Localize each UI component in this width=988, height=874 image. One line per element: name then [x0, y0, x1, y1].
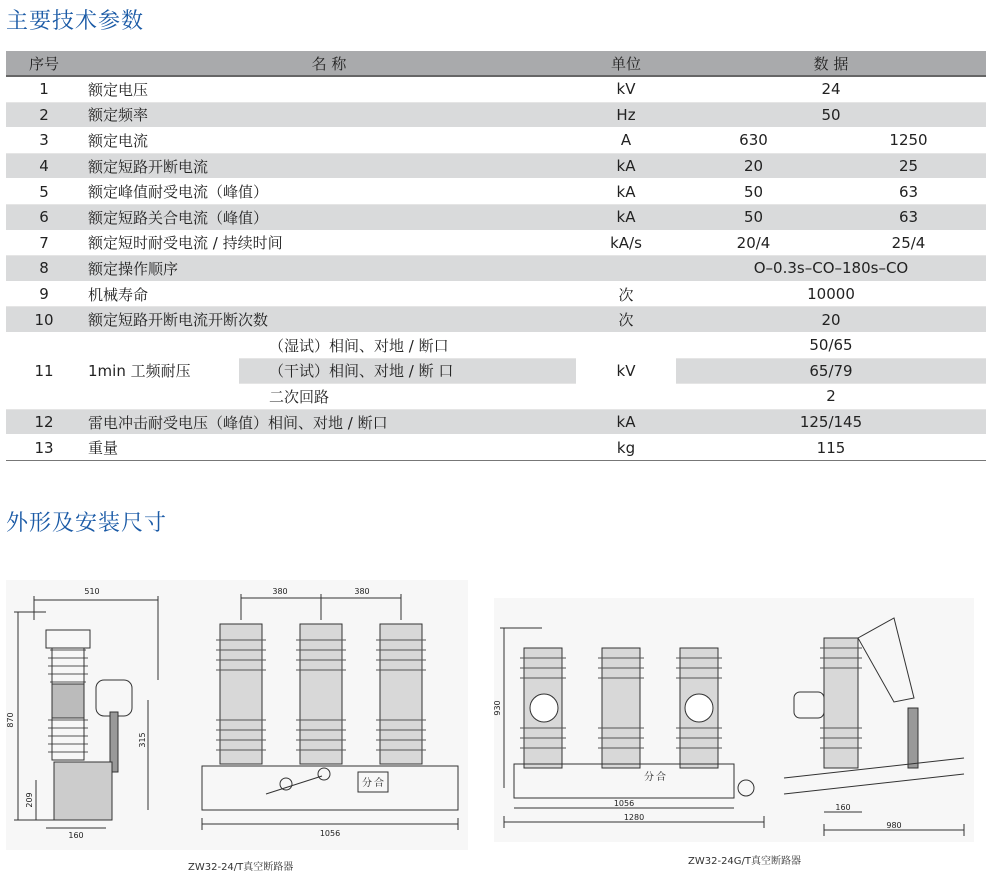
table-row: [6, 76, 986, 102]
row-unit: A: [576, 128, 676, 154]
table-row: [6, 332, 986, 358]
row-value: 50: [676, 102, 986, 128]
sub-row-label: （湿试）相间、对地 / 断口: [239, 332, 576, 358]
row-value-1: 20: [676, 153, 831, 179]
row-value: 24: [676, 76, 986, 102]
dim-209: 209: [25, 792, 34, 808]
row-name: 雷电冲击耐受电压（峰值）相间、对地 / 断口: [82, 409, 576, 435]
row-value-1: 50: [676, 179, 831, 205]
sub-row-value: 50/65: [676, 332, 986, 358]
dim-160: 160: [835, 803, 851, 812]
panel-text-open: 分: [362, 778, 372, 789]
row-name: 额定短路关合电流（峰值）: [82, 204, 576, 230]
sub-row-value: 2: [676, 384, 986, 410]
dim-980: 980: [886, 821, 902, 830]
row-no: 5: [6, 179, 82, 205]
row-no: 2: [6, 102, 82, 128]
row-name: 额定短路开断电流开断次数: [82, 307, 576, 333]
sub-row-label: （干试）相间、对地 / 断 口: [239, 358, 576, 384]
drawing-zw32-24t: [6, 580, 468, 850]
row-value-1: 50: [676, 204, 831, 230]
row-name: 额定电压: [82, 76, 576, 102]
row-no: 7: [6, 230, 82, 256]
technical-drawing-1: [6, 580, 468, 850]
sub-row-value: 65/79: [676, 358, 986, 384]
row-unit: Hz: [576, 102, 676, 128]
row-no: 12: [6, 409, 82, 435]
row-no: 13: [6, 435, 82, 461]
table-row: [6, 307, 986, 333]
row-value-2: 25: [831, 153, 986, 179]
header-data: 数 据: [676, 51, 986, 76]
table-row: [6, 435, 986, 461]
row-unit: 次: [576, 307, 676, 333]
row-no: 4: [6, 153, 82, 179]
header-unit: 单位: [576, 51, 676, 76]
row-unit: kA: [576, 204, 676, 230]
dim-160: 160: [68, 831, 84, 840]
table-row: [6, 204, 986, 230]
header-name: 名 称: [82, 51, 576, 76]
panel-text-open: 分: [644, 772, 654, 783]
table-header-row: [6, 51, 986, 76]
row-unit: kV: [576, 76, 676, 102]
row-value-2: 63: [831, 204, 986, 230]
parameters-table: [6, 51, 986, 461]
row-value: 10000: [676, 281, 986, 307]
dim-1280: 1280: [623, 813, 645, 822]
row-no: 1: [6, 76, 82, 102]
row-value-2: 63: [831, 179, 986, 205]
row-no: 3: [6, 128, 82, 154]
row-unit: kA/s: [576, 230, 676, 256]
table-row: [6, 153, 986, 179]
table-row: [6, 102, 986, 128]
row-unit: 次: [576, 281, 676, 307]
row-value: 125/145: [676, 409, 986, 435]
row-unit: kA: [576, 179, 676, 205]
table-row: [6, 409, 986, 435]
technical-drawing-2: [494, 598, 974, 842]
row-no: 11: [6, 332, 82, 409]
table-row: [6, 256, 986, 282]
dim-1056: 1056: [613, 799, 635, 808]
row-name: 额定短时耐受电流 / 持续时间: [82, 230, 576, 256]
dim-315: 315: [138, 732, 147, 748]
row-value-1: 20/4: [676, 230, 831, 256]
row-unit: kA: [576, 153, 676, 179]
row-name: 额定峰值耐受电流（峰值）: [82, 179, 576, 205]
row-value-1: 630: [676, 128, 831, 154]
dim-510: 510: [84, 587, 100, 596]
drawing-zw32-24gt: [494, 598, 974, 842]
panel-text-close: 合: [656, 772, 666, 783]
row-no: 8: [6, 256, 82, 282]
dim-380-a: 380: [272, 587, 288, 596]
row-unit: kg: [576, 435, 676, 461]
table-row: [6, 281, 986, 307]
caption-drawing-1: ZW32-24/T真空断路器: [188, 862, 294, 873]
table-row: [6, 230, 986, 256]
row-name: 机械寿命: [82, 281, 576, 307]
row-value-2: 1250: [831, 128, 986, 154]
row-value-2: 25/4: [831, 230, 986, 256]
caption-drawing-2: ZW32-24G/T真空断路器: [688, 856, 802, 867]
dim-930: 930: [493, 700, 502, 716]
dim-870: 870: [6, 712, 15, 728]
row-name: 额定频率: [82, 102, 576, 128]
row-value: O–0.3s–CO–180s–CO: [676, 256, 986, 282]
sub-row-label: 二次回路: [239, 384, 576, 410]
row-no: 9: [6, 281, 82, 307]
dim-380-b: 380: [354, 587, 370, 596]
row-name: 额定电流: [82, 128, 576, 154]
section-title-dimensions: 外形及安装尺寸: [6, 511, 168, 536]
row-unit: kA: [576, 409, 676, 435]
row-name: 额定操作顺序: [82, 256, 576, 282]
row-no: 10: [6, 307, 82, 333]
table-row: [6, 179, 986, 205]
dim-1056: 1056: [319, 829, 341, 838]
row-no: 6: [6, 204, 82, 230]
row-value: 115: [676, 435, 986, 461]
row-name: 重量: [82, 435, 576, 461]
header-no: 序号: [6, 51, 82, 76]
section-title-parameters: 主要技术参数: [6, 9, 145, 34]
row-unit: kV: [576, 332, 676, 409]
row-name: 额定短路开断电流: [82, 153, 576, 179]
panel-text-close: 合: [374, 778, 384, 789]
table-row: [6, 128, 986, 154]
row-unit: [576, 256, 676, 282]
row-value: 20: [676, 307, 986, 333]
row-name: 1min 工频耐压: [82, 332, 239, 409]
